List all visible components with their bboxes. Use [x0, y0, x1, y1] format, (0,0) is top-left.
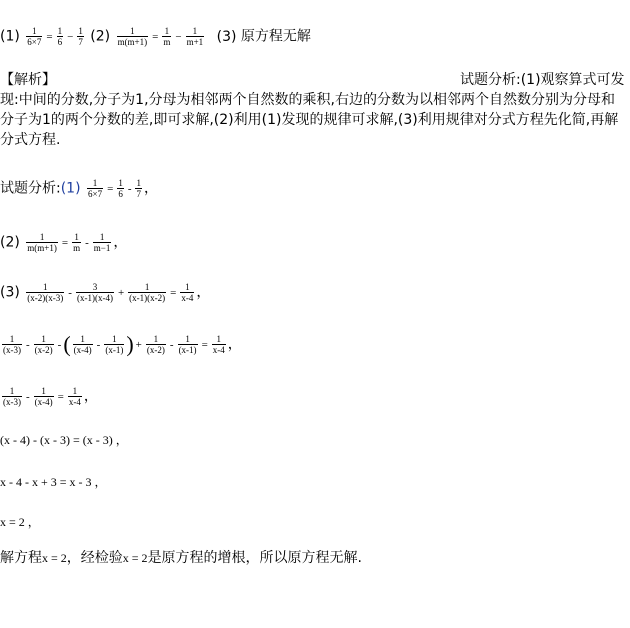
answer-text-3: 原方程无解: [240, 28, 311, 45]
analysis-heading-line: [0, 70, 630, 90]
fraction: $\frac{1}{x-4}$: [68, 386, 81, 407]
solution-step-7: x - 4 - x + 3 = x - 3 ，: [0, 475, 107, 489]
answer-line: (1) $\frac{1}{6\times 7}$ = $\frac{1}{6}$ − $\frac{1}{7}$ (2) $\frac{1}{m(m+1)}$ = $\frac{1}{m}$ − $\frac{1}{m+1}$ (3) 原方程无解: [0, 26, 311, 47]
solution-step-4: $\frac{1}{(x-3)}$ - $\frac{1}{(x-2)}$ -( $\frac{1}{(x-4)}$ - $\frac{1}{(x-1)}$ ) + $\frac{1}{(x-2)}$ - $\frac{1}{(x-1)}$ = $\frac{1}{x-4}$ ，: [3, 331, 242, 357]
fraction: $\frac{1}{m(m+1)}$: [27, 232, 57, 253]
answer-number-3: (3): [216, 28, 237, 45]
fraction: $\frac{1}{(x-1)}$: [178, 334, 197, 355]
fraction: $\frac{1}{(x-2)}$: [146, 334, 165, 355]
fraction: $\frac{1}{m+1}$: [186, 26, 204, 47]
fraction: $\frac{3}{(x-1)(x-4)}$: [76, 282, 113, 303]
solution-step-2: (2) $\frac{1}{m(m+1)}$ = $\frac{1}{m}$ - $\frac{1}{m-1}$ ，: [0, 232, 128, 253]
solution-step-6: (x - 4) - (x - 3) = (x - 3) ，: [0, 433, 128, 447]
analysis-label: 试题分析: [460, 72, 516, 88]
analysis-heading: 【解析】: [0, 72, 56, 88]
fraction: $\frac{1}{7}$: [136, 178, 141, 199]
fraction: $\frac{1}{6}$: [57, 26, 63, 47]
fraction: $\frac{1}{7}$: [78, 26, 83, 47]
analysis-tail: :(1)观察算式可发: [516, 72, 625, 88]
answer-number-2: (2): [90, 28, 111, 45]
answer-number-1: (1): [0, 28, 20, 45]
fraction: $\frac{1}{m}$: [73, 232, 81, 253]
solution-step-8: x = 2 ，: [0, 515, 40, 529]
fraction: $\frac{1}{x-4}$: [181, 282, 194, 303]
fraction: $\frac{1}{(x-1)}$: [105, 334, 124, 355]
fraction: $\frac{1}{m(m+1)}$: [117, 26, 148, 47]
solution-label: 试题分析: [0, 180, 56, 197]
fraction: $\frac{1}{(x-2)(x-3)}$: [27, 282, 64, 303]
solution-conclusion: 解方程x = 2，经检验x = 2是原方程的增根，所以原方程无解.: [0, 550, 363, 566]
solution-step-3: (3) $\frac{1}{(x-2)(x-3)}$ - $\frac{3}{(x-1)(x-4)}$ + $\frac{1}{(x-1)(x-2)}$ = $\frac{1}{x-4}$ ，: [0, 282, 211, 303]
fraction: $\frac{1}{(x-4)}$: [34, 386, 53, 407]
fraction: $\frac{1}{(x-2)}$: [34, 334, 53, 355]
solution-step-1: 试题分析:(1) $\frac{1}{6\times 7}$ = $\frac{1}{6}$ - $\frac{1}{7}$ ，: [0, 178, 158, 199]
solution-step-5: $\frac{1}{(x-3)}$ - $\frac{1}{(x-4)}$ = $\frac{1}{x-4}$ ，: [3, 386, 98, 407]
fraction: $\frac{1}{6}$: [118, 178, 123, 199]
analysis-body: 现:中间的分数,分子为1,分母为相邻两个自然数的乘积,右边的分数为以相邻两个自然数分别为分母和分子为1的两个分数的差,即可求解,(2)利用(1)发现的规律可求解,(3)利用规律对分式方程先化简,再解分式方程.: [0, 92, 619, 148]
fraction: $\frac{1}{x-4}$: [212, 334, 225, 355]
fraction: $\frac{1}{m}$: [163, 26, 171, 47]
fraction: $\frac{1}{(x-1)(x-2)}$: [129, 282, 166, 303]
fraction: $\frac{1}{(x-3)}$: [3, 386, 21, 407]
fraction: $\frac{1}{6\times 7}$: [27, 26, 42, 47]
fraction: $\frac{1}{(x-4)}$: [73, 334, 92, 355]
fraction: $\frac{1}{6\times 7}$: [88, 178, 103, 199]
fraction: $\frac{1}{(x-3)}$: [3, 334, 21, 355]
fraction: $\frac{1}{m-1}$: [93, 232, 111, 253]
